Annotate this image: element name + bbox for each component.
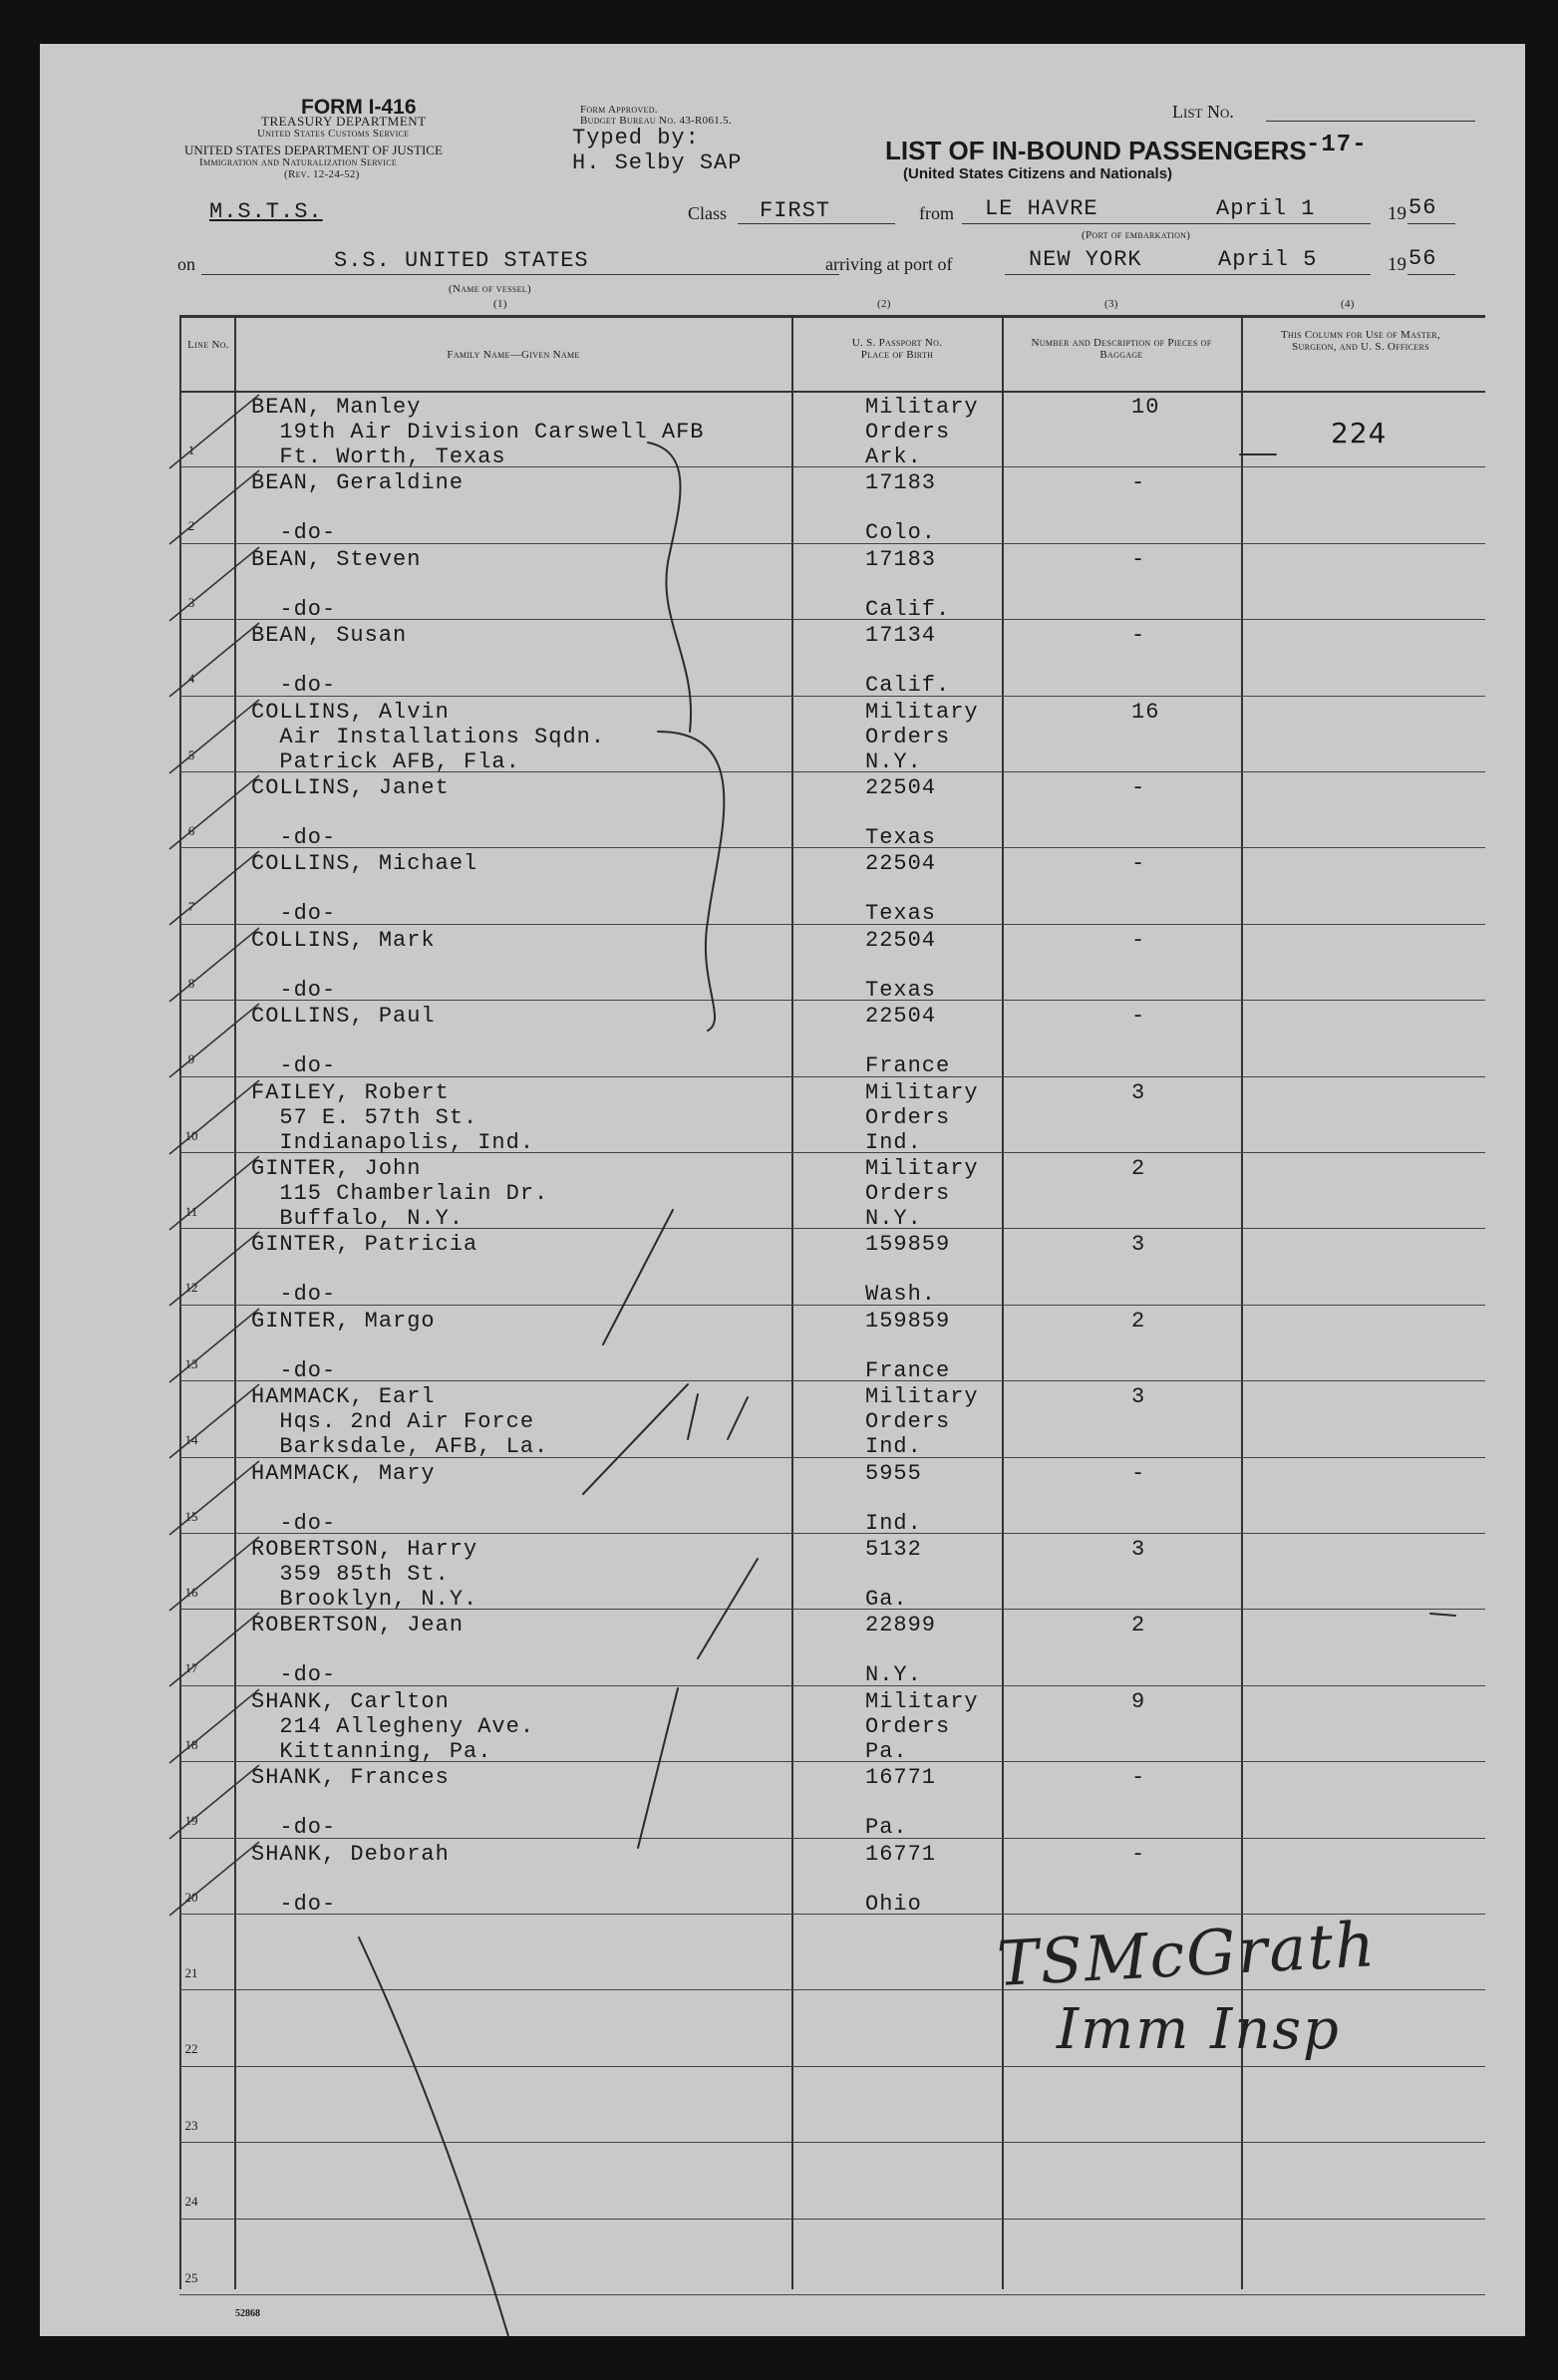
passport-birthplace-line: 22504: [865, 1004, 937, 1030]
passenger-name-line: 214 Allegheny Ave.: [251, 1713, 535, 1739]
passport-birthplace-line: Military: [865, 1688, 979, 1714]
passport-birthplace-line: Military: [865, 1079, 979, 1105]
passport-birthplace-line: 22504: [865, 775, 937, 800]
passenger-name-line: 57 E. 57th St.: [251, 1104, 478, 1130]
passenger-name-line: -do-: [251, 596, 337, 622]
header-passport: U. S. Passport No. Place of Birth: [851, 337, 943, 361]
baggage-count: -: [1131, 623, 1146, 649]
passenger-name-line: 115 Chamberlain Dr.: [251, 1181, 549, 1206]
passport-birthplace-line: Military: [865, 1384, 979, 1410]
passport-birthplace-line: Pa.: [865, 1738, 908, 1764]
baggage-count: -: [1131, 927, 1146, 953]
passenger-name-line: Hqs. 2nd Air Force: [251, 1409, 535, 1435]
passenger-name-line: HAMMACK, Mary: [251, 1460, 436, 1486]
passenger-name-line: GINTER, Patricia: [251, 1232, 478, 1258]
passport-birthplace-line: Pa.: [865, 1815, 908, 1841]
line-number: 17: [184, 1660, 198, 1676]
slash-mark: [688, 1394, 698, 1439]
line-number: 25: [184, 2269, 198, 2285]
embarkation-port: LE HAVRE: [985, 196, 1098, 221]
line-number: 19: [184, 1813, 198, 1829]
embarkation-year: 56: [1408, 195, 1437, 220]
passenger-name-line: GINTER, Margo: [251, 1308, 436, 1334]
baggage-count: 16: [1131, 699, 1160, 725]
baggage-count: 2: [1131, 1613, 1146, 1638]
passenger-name-line: COLLINS, Paul: [251, 1004, 436, 1030]
line-number: 2: [187, 518, 195, 534]
passport-birthplace-line: Ga.: [865, 1587, 908, 1612]
passport-birthplace-line: Ind.: [865, 1434, 922, 1460]
passport-birthplace-line: Orders: [865, 420, 951, 445]
line-number: 11: [184, 1204, 198, 1219]
passport-birthplace-line: Calif.: [865, 596, 951, 622]
passport-birthplace-line: Orders: [865, 1181, 951, 1206]
inspector-title-signature: Imm Insp: [1057, 1997, 1341, 2062]
line-number: 14: [184, 1432, 198, 1448]
passenger-name-line: 359 85th St.: [251, 1562, 450, 1587]
slash-mark: [698, 1559, 758, 1658]
embarkation-year-prefix: 19: [1388, 203, 1406, 224]
passport-birthplace-line: Ohio: [865, 1891, 922, 1917]
line-number: 21: [184, 1965, 198, 1980]
passport-birthplace-line: France: [865, 1053, 951, 1079]
line-number: 9: [187, 1051, 195, 1067]
column-number-4: (4): [1341, 298, 1355, 310]
typed-by-label: Typed by:: [572, 126, 700, 150]
arrival-year-prefix: 19: [1388, 254, 1406, 275]
passport-birthplace-line: 17183: [865, 546, 937, 572]
passport-birthplace-line: Military: [865, 1156, 979, 1181]
footer-code: 52868: [235, 2308, 260, 2319]
line-number: 24: [184, 2194, 198, 2210]
passenger-name-line: COLLINS, Janet: [251, 775, 450, 800]
passenger-name-line: -do-: [251, 1053, 337, 1079]
passenger-name-line: SHANK, Frances: [251, 1765, 450, 1791]
column-number-2: (2): [877, 298, 891, 310]
passport-birthplace-line: Orders: [865, 1713, 951, 1739]
passenger-name-line: ROBERTSON, Jean: [251, 1613, 465, 1638]
passport-birthplace-line: 16771: [865, 1841, 937, 1867]
passenger-name-line: FAILEY, Robert: [251, 1079, 450, 1105]
passport-birthplace-line: Military: [865, 699, 979, 725]
passenger-name-line: Patrick AFB, Fla.: [251, 748, 520, 774]
passenger-list-form: [40, 44, 1525, 2336]
passport-birthplace-line: Wash.: [865, 1282, 937, 1308]
on-label: on: [177, 254, 195, 274]
class-value: FIRST: [760, 198, 831, 223]
line-number: 20: [184, 1889, 198, 1905]
passport-birthplace-line: Texas: [865, 901, 937, 927]
baggage-count: -: [1131, 851, 1146, 877]
port-embarkation-caption: (Port of embarkation): [1082, 229, 1191, 241]
passport-birthplace-line: Ind.: [865, 1129, 922, 1155]
passport-birthplace-line: Texas: [865, 825, 937, 850]
passport-birthplace-line: Texas: [865, 977, 937, 1003]
baggage-count: 3: [1131, 1537, 1146, 1562]
baggage-count: 2: [1131, 1308, 1146, 1334]
form-number: FORM I-416: [301, 96, 417, 119]
column-number-3: (3): [1104, 298, 1118, 310]
agency: M.S.T.S.: [209, 199, 323, 224]
line-number: 8: [187, 975, 195, 991]
passenger-name-line: COLLINS, Mark: [251, 927, 436, 953]
treasury-dept: TREASURY DEPARTMENT: [261, 114, 427, 129]
baggage-count: -: [1131, 1765, 1146, 1791]
passenger-name-line: -do-: [251, 1662, 337, 1688]
revision-date: (Rev. 12-24-52): [284, 168, 360, 180]
passenger-name-line: -do-: [251, 901, 337, 927]
passenger-name-line: ROBERTSON, Harry: [251, 1537, 478, 1562]
passport-birthplace-line: Orders: [865, 724, 951, 749]
passenger-name-line: BEAN, Susan: [251, 623, 408, 649]
passport-birthplace-line: 22504: [865, 927, 937, 953]
justice-dept: UNITED STATES DEPARTMENT OF JUSTICE: [184, 143, 443, 157]
baggage-count: -: [1131, 546, 1146, 572]
form-approved: Form Approved.: [580, 104, 658, 116]
line-number: 6: [187, 823, 195, 838]
passport-birthplace-line: France: [865, 1357, 951, 1383]
officer-note: 224: [1331, 417, 1388, 449]
passenger-name-line: Indianapolis, Ind.: [251, 1129, 535, 1155]
typed-by-name: H. Selby SAP: [572, 150, 743, 175]
passenger-name-line: -do-: [251, 520, 337, 546]
passenger-name-line: COLLINS, Alvin: [251, 699, 450, 725]
baggage-count: -: [1131, 1460, 1146, 1486]
passenger-name-line: -do-: [251, 1891, 337, 1917]
pencil-marks: [40, 44, 1525, 2336]
passport-birthplace-line: 5132: [865, 1537, 922, 1562]
line-number: 12: [184, 1280, 198, 1296]
passport-birthplace-line: N.Y.: [865, 1662, 922, 1688]
baggage-count: -: [1131, 470, 1146, 496]
passport-birthplace-line: Orders: [865, 1409, 951, 1435]
header-name: Family Name—Given Name: [447, 349, 580, 361]
line-number: 3: [187, 594, 195, 610]
arrival-date: April 5: [1218, 247, 1318, 272]
inspector-signature: TSMcGrath: [995, 1908, 1379, 2000]
arriving-label: arriving at port of: [825, 254, 953, 274]
line-number: 5: [187, 746, 195, 762]
passport-birthplace-line: Ind.: [865, 1510, 922, 1536]
vessel-name: S.S. UNITED STATES: [334, 248, 589, 273]
baggage-count: 3: [1131, 1384, 1146, 1410]
passport-birthplace-line: 22899: [865, 1613, 937, 1638]
passenger-name-line: SHANK, Carlton: [251, 1688, 450, 1714]
line-number: 1: [187, 443, 195, 457]
passenger-name-line: -do-: [251, 1357, 337, 1383]
column-number-1: (1): [493, 298, 507, 310]
passport-birthplace-line: 159859: [865, 1308, 951, 1334]
slash-mark: [728, 1397, 748, 1439]
baggage-count: 3: [1131, 1232, 1146, 1258]
passport-birthplace-line: Colo.: [865, 520, 937, 546]
slash-mark: [603, 1210, 673, 1344]
line-number: 22: [184, 2041, 198, 2057]
line-number: 16: [184, 1585, 198, 1600]
passport-birthplace-line: 17183: [865, 470, 937, 496]
arrival-port: NEW YORK: [1029, 247, 1142, 272]
passenger-name-line: Buffalo, N.Y.: [251, 1206, 465, 1231]
baggage-count: 10: [1131, 395, 1160, 420]
passport-birthplace-line: 5955: [865, 1460, 922, 1486]
embarkation-date: April 1: [1216, 196, 1316, 221]
slash-mark: [583, 1384, 688, 1494]
dash-mark: [1430, 1614, 1455, 1616]
passport-birthplace-line: 16771: [865, 1765, 937, 1791]
bracket-mark: [658, 732, 724, 1031]
passport-birthplace-line: Ark.: [865, 445, 922, 469]
passenger-name-line: Air Installations Sqdn.: [251, 724, 606, 749]
passenger-name-line: COLLINS, Michael: [251, 851, 478, 877]
baggage-count: -: [1131, 1841, 1146, 1867]
header-line-no: Line No.: [187, 339, 229, 351]
baggage-count: -: [1131, 1004, 1146, 1030]
passport-birthplace-line: 22504: [865, 851, 937, 877]
header-baggage: Number and Description of Pieces of Baggage: [1031, 337, 1212, 361]
budget-bureau: Budget Bureau No. 43-R061.5.: [580, 115, 732, 127]
passenger-name-line: -do-: [251, 1510, 337, 1536]
line-number: 23: [184, 2117, 198, 2133]
passenger-name-line: Kittanning, Pa.: [251, 1738, 492, 1764]
passenger-name-line: -do-: [251, 825, 337, 850]
list-subtitle: (United States Citizens and Nationals): [903, 165, 1173, 182]
baggage-count: 2: [1131, 1156, 1146, 1181]
bracket-mark: [648, 443, 691, 732]
passport-birthplace-line: N.Y.: [865, 748, 922, 774]
passenger-name-line: GINTER, John: [251, 1156, 422, 1181]
line-number: 4: [187, 671, 195, 687]
passenger-name-line: Barksdale, AFB, La.: [251, 1434, 549, 1460]
passport-birthplace-line: Calif.: [865, 673, 951, 699]
passport-birthplace-line: Military: [865, 395, 979, 420]
passenger-name-line: 19th Air Division Carswell AFB: [251, 420, 705, 445]
long-stroke: [359, 1937, 508, 2336]
list-no-label: List No.: [1172, 102, 1234, 122]
passport-birthplace-line: 17134: [865, 623, 937, 649]
slash-mark: [638, 1688, 678, 1848]
passenger-name-line: Brooklyn, N.Y.: [251, 1587, 478, 1612]
arrival-year: 56: [1408, 246, 1437, 271]
class-label: Class: [688, 203, 728, 223]
passenger-name-line: Ft. Worth, Texas: [251, 445, 506, 469]
baggage-count: 9: [1131, 1688, 1146, 1714]
customs-service: United States Customs Service: [257, 128, 410, 140]
passenger-name-line: SHANK, Deborah: [251, 1841, 450, 1867]
line-number: 13: [184, 1355, 198, 1371]
passenger-name-line: HAMMACK, Earl: [251, 1384, 436, 1410]
passenger-name-line: -do-: [251, 977, 337, 1003]
passport-birthplace-line: Orders: [865, 1104, 951, 1130]
baggage-count: 3: [1131, 1079, 1146, 1105]
passport-birthplace-line: N.Y.: [865, 1206, 922, 1231]
page-number: -17-: [1306, 132, 1368, 158]
line-number: 15: [184, 1508, 198, 1524]
passenger-name-line: -do-: [251, 1282, 337, 1308]
list-title: LIST OF IN-BOUND PASSENGERS: [885, 136, 1307, 165]
vessel-caption: (Name of vessel): [449, 283, 531, 295]
ins-service: Immigration and Naturalization Service: [199, 156, 398, 168]
passenger-name-line: -do-: [251, 673, 337, 699]
passenger-name-line: -do-: [251, 1815, 337, 1841]
line-number: 18: [184, 1736, 198, 1752]
from-label: from: [919, 203, 954, 223]
passenger-name-line: BEAN, Manley: [251, 395, 422, 420]
passenger-name-line: BEAN, Geraldine: [251, 470, 465, 496]
passenger-name-line: BEAN, Steven: [251, 546, 422, 572]
baggage-count: -: [1131, 775, 1146, 800]
line-number: 7: [187, 899, 195, 915]
line-number: 10: [184, 1127, 198, 1143]
header-officers: This Column for Use of Master, Surgeon, and U. S. Officers: [1281, 329, 1440, 353]
passport-birthplace-line: 159859: [865, 1232, 951, 1258]
